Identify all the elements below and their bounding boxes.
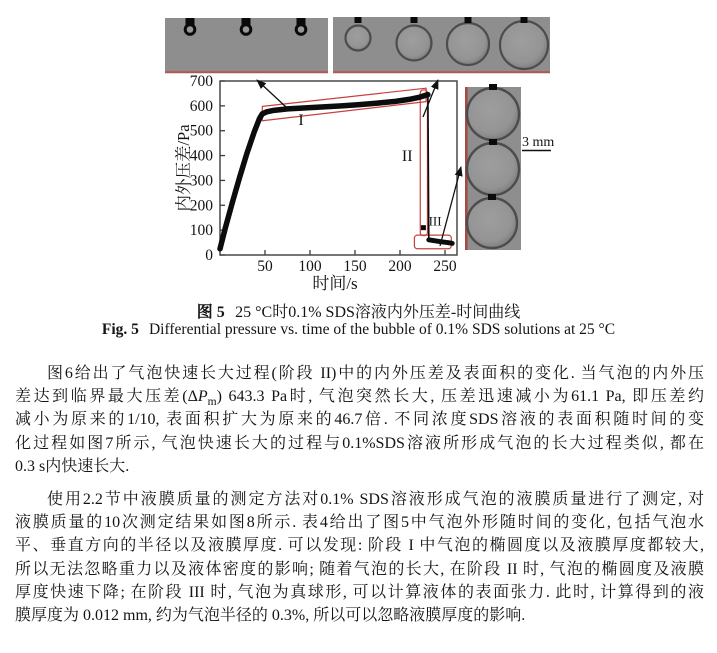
x-tick-label: 150: [343, 258, 367, 275]
data-point: [421, 225, 426, 230]
y-tick-label: 400: [189, 147, 213, 165]
figure-caption-en: [0, 321, 717, 339]
y-tick-label: 0: [205, 247, 213, 264]
photo-strip-initial: [165, 18, 328, 73]
paragraph-line: 化过程如图7所示, 气泡快速长大的过程与0.1%SDS溶液所形成气泡的长大过程类似, 都在: [15, 434, 704, 452]
body-text: [15, 362, 704, 627]
y-tick-label: 600: [189, 97, 213, 115]
figure-caption-zh-text: 25 °C时0.1% SDS溶液内外压差-时间曲线: [235, 304, 521, 321]
x-tick-label: 100: [298, 258, 322, 275]
paragraph-line: 图6给出了气泡快速长大过程(阶段 II)中的内外压差及表面积的变化. 当气泡的内外压: [47, 365, 704, 382]
y-tick-label: 100: [189, 222, 213, 240]
paragraph-line: 厚度快速下降; 在阶段 III 时, 气泡为真球形, 可以计算液体的表面张力. 此时, 计算得到的液: [15, 583, 704, 601]
figure-5-graphic: [0, 0, 717, 296]
scale-bar: [522, 135, 554, 151]
y-axis-title: 内外压差/Pa: [174, 124, 193, 212]
figure-caption-en-label: Fig. 5: [101, 321, 139, 338]
x-tick-label: 250: [433, 258, 457, 275]
x-axis-title: 时间/s: [312, 274, 358, 293]
phase-label: I: [298, 112, 304, 130]
body-paragraph: [15, 488, 704, 627]
y-tick-label: 500: [189, 122, 213, 140]
figure-caption-en-text: Differential pressure vs. time of the bubble of 0.1% SDS solutions at 25 °C: [148, 321, 616, 338]
phase-label: II: [401, 148, 413, 166]
paragraph-line: 使用2.2节中液膜质量的测定方法对0.1% SDS溶液形成气泡的液膜质量进行了测定, 对: [47, 491, 704, 509]
pressure-time-chart: [174, 73, 461, 293]
paragraph-line: 减小为原来的1/10, 表面积扩大为原来的46.7倍. 不同浓度SDS溶液的表面积随时间的变: [15, 411, 704, 429]
y-tick-label: 700: [189, 73, 213, 90]
y-tick-label: 200: [189, 197, 213, 215]
x-tick-label: 50: [257, 258, 273, 275]
y-tick-label: 300: [189, 172, 213, 190]
paragraph-line: 平、垂直方向的半径以及液膜厚度. 可以发现: 阶段 I 中气泡的椭圆度以及液膜厚度都较大,: [15, 537, 704, 555]
phase-label: III: [428, 213, 442, 229]
scale-bar-label: 3 mm: [522, 135, 555, 150]
figure-caption-zh: [0, 299, 717, 322]
paragraph-line: 所以无法忽略重力以及液体密度的影响; 随着气泡的长大, 在阶段 II 时, 气泡的椭圆度及液膜: [15, 560, 704, 578]
figure-caption-zh-label: 图 5: [196, 304, 225, 321]
paragraph-line: 差达到临界最大压差$(\Delta P_m)$ 643.3 Pa时, 气泡突然长大, 压差迅速减小为61.1 Pa, 即压差约: [15, 388, 704, 409]
x-tick-label: 200: [388, 258, 412, 275]
paragraph-line: 膜厚度为 0.012 mm, 约为气泡半径的 0.3%, 所以可以忽略液膜厚度的影响.: [15, 607, 526, 625]
photo-strip-growth: [333, 17, 550, 73]
paragraph-line: 液膜质量的10次测定结果如图8所示. 表4给出了图5中气泡外形随时间的变化, 包括气泡水: [15, 514, 704, 532]
body-paragraph: [15, 362, 704, 478]
photo-strip-sequence: [465, 84, 521, 250]
paragraph-line: 0.3 s内快速长大.: [15, 457, 130, 475]
